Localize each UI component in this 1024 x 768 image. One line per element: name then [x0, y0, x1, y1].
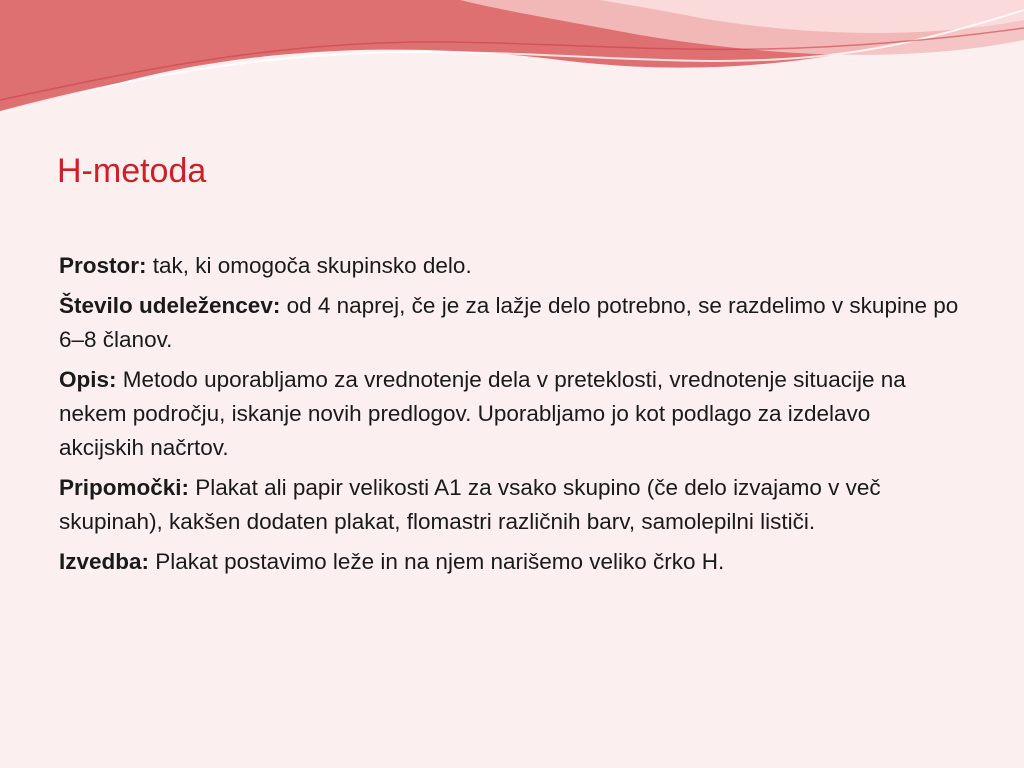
item-text: od 4 naprej, če je za lažje delo potrebno, se razdelimo v skupine po 6–8 članov. — [59, 293, 959, 352]
item-label: Prostor: — [59, 253, 147, 278]
item-text: Plakat ali papir velikosti A1 za vsako skupino (če delo izvajamo v več skupinah), kakšen dodaten plakat, flomastri različnih barv, samolepilni lističi. — [59, 475, 881, 534]
item-izvedba — [59, 545, 959, 579]
item-text: tak, ki omogoča skupinsko delo. — [146, 253, 472, 278]
item-stevilo — [59, 289, 959, 357]
item-label: Opis: — [59, 367, 117, 392]
item-opis — [59, 363, 959, 465]
item-pripomocki — [59, 471, 959, 539]
item-text: Plakat postavimo leže in na njem narišemo veliko črko H. — [149, 549, 725, 574]
item-prostor — [59, 249, 959, 283]
item-label: Izvedba: — [59, 549, 150, 574]
slide-body — [59, 249, 959, 585]
item-label: Pripomočki: — [59, 475, 190, 500]
item-text: Metodo uporabljamo za vrednotenje dela v preteklosti, vrednotenje situacije na nekem področju, iskanje novih predlogov. Uporabljamo jo kot podlago za izdelavo akcijskih načrtov. — [59, 367, 906, 460]
slide-title: H-metoda — [57, 152, 207, 190]
item-label: Število udeležencev: — [59, 293, 281, 318]
header-wave-decoration — [0, 0, 1024, 130]
